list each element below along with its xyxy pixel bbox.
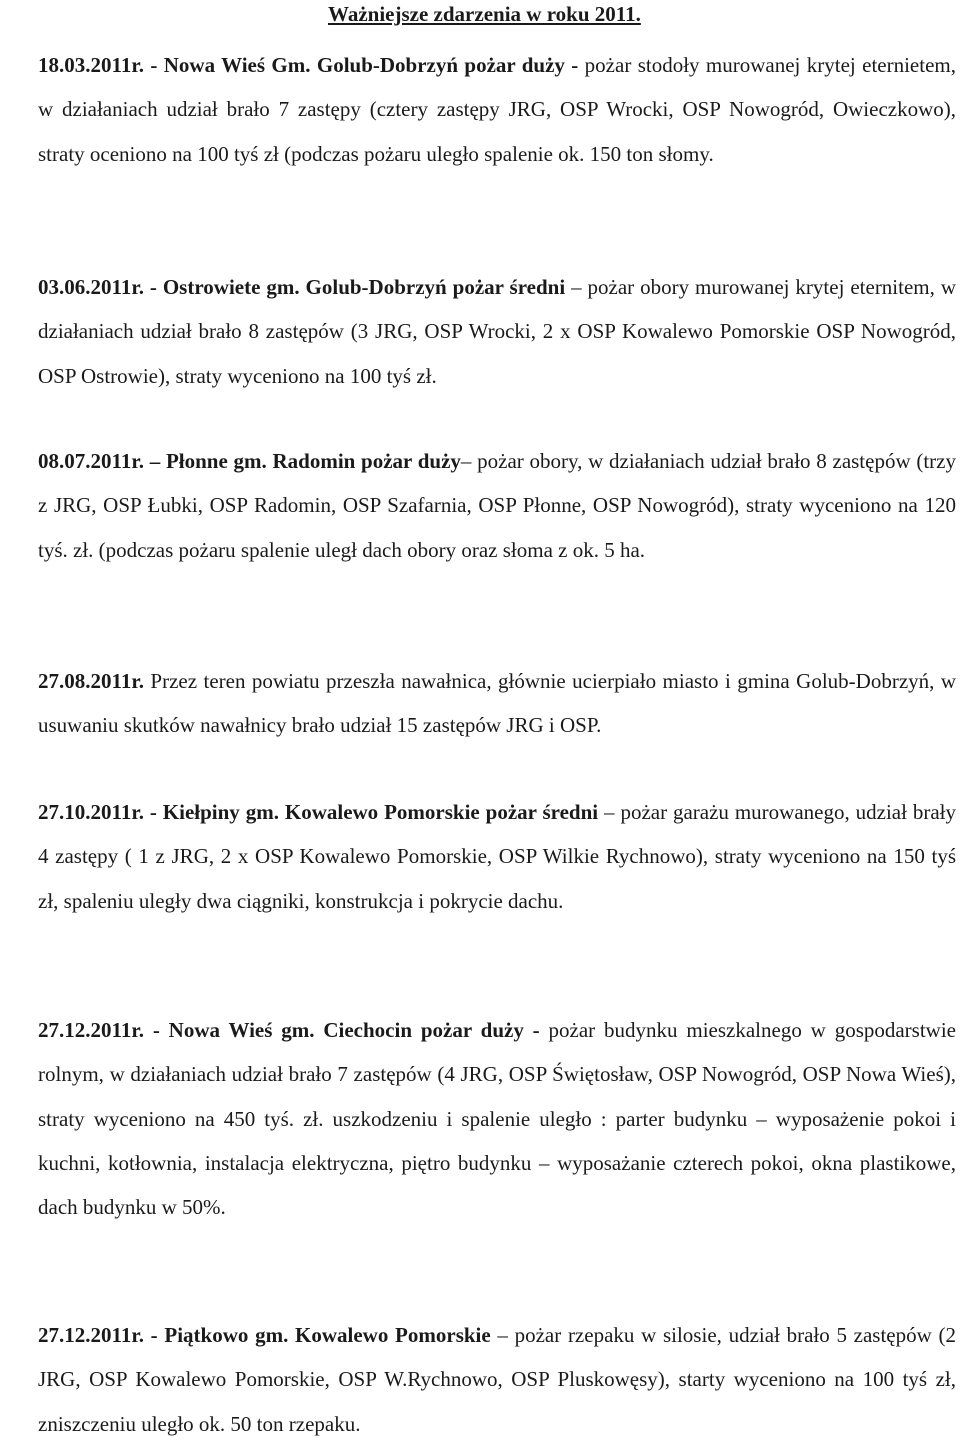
event-entry bbox=[38, 1313, 956, 1446]
event-entry bbox=[38, 659, 956, 748]
event-header: 27.10.2011r. - Kiełpiny gm. Kowalewo Pomorskie pożar średni bbox=[38, 800, 599, 824]
event-entry bbox=[38, 1008, 956, 1229]
event-header: 27.08.2011r. bbox=[38, 669, 144, 693]
event-description: – pożar garażu murowanego, udział brały 4 zastępy ( 1 z JRG, 2 x OSP Kowalewo Pomorskie, OSP Wilkie Rychnowo), straty wyceniono na 150 tyś zł, spaleniu uległy dwa ciągniki, konstrukcja i pokrycie dachu. bbox=[38, 800, 956, 913]
event-header: 27.12.2011r. - Nowa Wieś gm. Ciechocin pożar duży - bbox=[38, 1018, 540, 1042]
event-description: – pożar rzepaku w silosie, udział brało 5 zastępów (2 JRG, OSP Kowalewo Pomorskie, OSP W.Rychnowo, OSP Pluskowęsy), starty wyceniono na 100 tyś zł, zniszczeniu uległo ok. 50 ton rzepaku. bbox=[38, 1323, 956, 1436]
event-entry bbox=[38, 439, 956, 572]
event-entry bbox=[38, 43, 956, 176]
event-description: pożar stodoły murowanej krytej eternietem, w działaniach udział brało 7 zastępy (cztery zastępy JRG, OSP Wrocki, OSP Nowogród, Owieczkowo), straty oceniono na 100 tyś zł (podczas pożaru uległo spalenie ok. 150 ton słomy. bbox=[38, 53, 956, 166]
event-entry bbox=[38, 790, 956, 923]
event-header: 03.06.2011r. - Ostrowiete gm. Golub-Dobrzyń pożar średni bbox=[38, 275, 566, 299]
event-description: pożar budynku mieszkalnego w gospodarstwie rolnym, w działaniach udział brało 7 zastępów (4 JRG, OSP Świętosław, OSP Nowogród, OSP Nowa Wieś), straty wyceniono na 450 tyś. zł. uszkodzeniu i spalenie uległo : parter budynku – wyposażenie pokoi i kuchni, kotłownia, instalacja elektryczna, piętro budynku – wyposażanie czterech pokoi, okna plastikowe, dach budynku w 50%. bbox=[38, 1018, 957, 1220]
event-header: 08.07.2011r. – Płonne gm. Radomin pożar duży bbox=[38, 449, 461, 473]
event-description: – pożar obory murowanej krytej eternitem, w działaniach udział brało 8 zastępów (3 JRG, OSP Wrocki, 2 x OSP Kowalewo Pomorskie OSP Nowogród, OSP Ostrowie), straty wyceniono na 100 tyś zł. bbox=[38, 275, 956, 388]
event-entry bbox=[38, 265, 956, 398]
event-header: 18.03.2011r. - Nowa Wieś Gm. Golub-Dobrzyń pożar duży - bbox=[38, 53, 579, 77]
event-description: – pożar obory, w działaniach udział brało 8 zastępów (trzy z JRG, OSP Łubki, OSP Radomin, OSP Szafarnia, OSP Płonne, OSP Nowogród), straty wyceniono na 120 tyś. zł. (podczas pożaru spalenie uległ dach obory oraz słoma z ok. 5 ha. bbox=[38, 449, 956, 562]
event-description: Przez teren powiatu przeszła nawałnica, głównie ucierpiało miasto i gmina Golub-Dobrzyń, w usuwaniu skutków nawałnicy brało udział 15 zastępów JRG i OSP. bbox=[38, 669, 956, 738]
event-header: 27.12.2011r. - Piątkowo gm. Kowalewo Pomorskie bbox=[38, 1323, 491, 1347]
page-title: Ważniejsze zdarzenia w roku 2011. bbox=[328, 2, 641, 26]
